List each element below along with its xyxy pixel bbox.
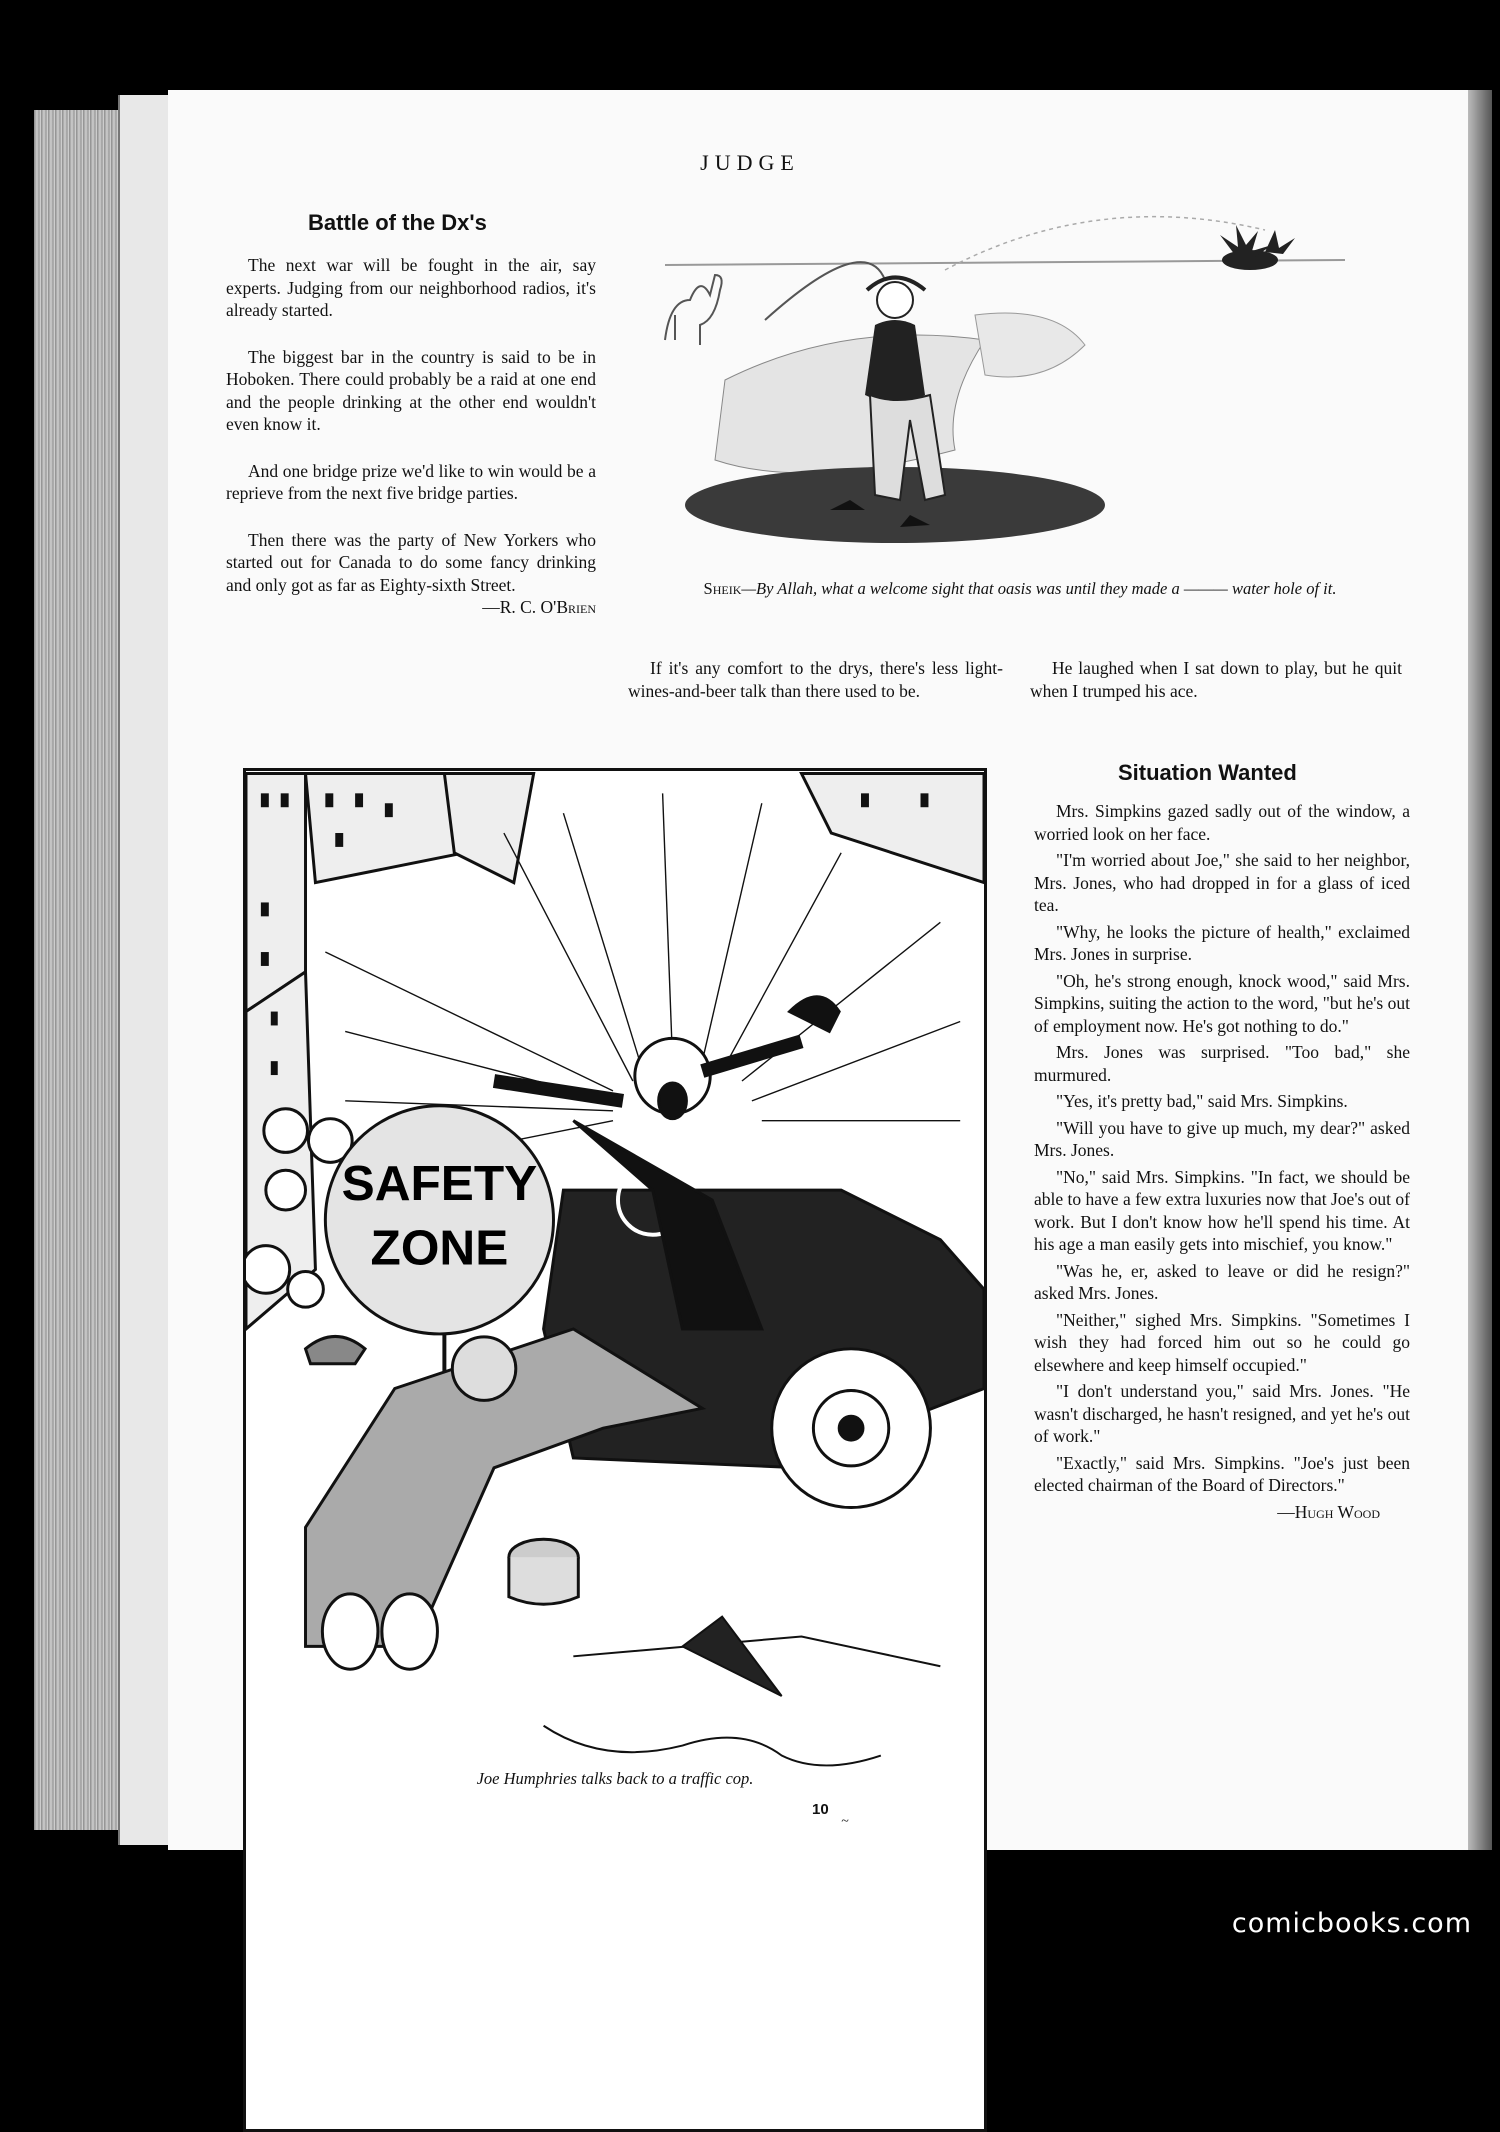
paragraph: "Was he, er, asked to leave or did he resign?" asked Mrs. Jones. [1034,1260,1410,1303]
masthead: JUDGE [700,150,800,175]
paragraph: Then there was the party of New Yorkers who started out for Canada to do some fancy drinking and only got as far as Eighty-sixth Street. [226,529,596,595]
paragraph: "Oh, he's strong enough, knock wood," said Mrs. Simpkins, suiting the action to the word, "but he's out of employment now. He's got nothing to do." [1034,970,1410,1036]
sign-line2: ZONE [370,1219,509,1276]
paragraph: "No," said Mrs. Simpkins. "In fact, we should be able to have a few extra luxuries now that Joe's out of work. But I don't know how he'll spend his time. At his age a man easily gets into mischief, you know." [1034,1166,1410,1254]
caption-speaker: Sheik [703,579,742,598]
sheik-caption [655,578,1385,600]
signature-obrien: —R. C. O'Brien [482,597,596,617]
caption-text: —By Allah, what a welcome sight that oasis was until they made a ——— water hole of it. [741,579,1337,598]
paragraph: The next war will be fought in the air, say experts. Judging from our neighborhood radios, it's already started. [226,255,596,320]
paragraph: "Exactly," said Mrs. Simpkins. "Joe's just been elected chairman of the Board of Directors." [1034,1452,1410,1495]
page-right-edge [1468,90,1492,1850]
paragraph: "Will you have to give up much, my dear?" asked Mrs. Jones. [1034,1117,1410,1160]
signature-wood: —Hugh Wood [1277,1501,1380,1522]
paragraph: "Neither," sighed Mrs. Simpkins. "Sometimes I wish they had forced him out so he could go elsewhere and keep himself occupied." [1034,1309,1410,1375]
right-column [1034,800,1410,1523]
paragraph: "I'm worried about Joe," she said to her neighbor, Mrs. Jones, who had dropped in for a glass of iced tea. [1034,850,1410,915]
paragraph: The biggest bar in the country is said to be in Hoboken. There could probably be a raid at one end and the people drinking at the other end wouldn't even know it. [226,346,596,434]
left-column [226,254,596,619]
watermark: comicbooks.com [1231,1908,1472,1939]
main-cartoon-frame [243,768,987,2132]
headline-battle: Battle of the Dx's [308,210,487,235]
paragraph: And one bridge prize we'd like to win would be a reprieve from the next five bridge parties. [226,460,596,503]
page-number: 10 [812,1801,829,1818]
hat-icon [790,997,840,1032]
item-drys [628,657,1003,702]
traffic-cop-figure [306,1329,703,1669]
street-lines [544,1617,941,1766]
paragraph: Mrs. Jones was surprised. "Too bad," she murmured. [1034,1042,1410,1085]
item-trumped [1030,657,1402,702]
traffic-cop-caption: Joe Humphries talks back to a traffic cop. [476,1769,754,1788]
car [544,1165,984,1507]
headline-situation-wanted: Situation Wanted [1118,760,1297,785]
cop-cap-icon [306,1336,366,1363]
artist-signature-mark: ~ [841,1813,849,1829]
sheik-cartoon [645,210,1405,580]
paragraph: He laughed when I sat down to play, but he quit when I trumped his ace. [1030,658,1402,701]
paragraph: "Yes, it's pretty bad," said Mrs. Simpkins. [1056,1091,1348,1111]
oasis-palms-icon [1220,225,1295,270]
paragraph: If it's any comfort to the drys, there's less light-wines-and-beer talk than there used to be. [628,658,1003,701]
paragraph: Mrs. Simpkins gazed sadly out of the window, a worried look on her face. [1034,801,1410,844]
camel-icon [665,275,722,345]
sheik-illustration [645,210,1405,580]
paragraph: "Why, he looks the picture of health," exclaimed Mrs. Jones in surprise. [1034,921,1410,964]
cartoon-scene [246,771,984,2129]
paragraph: "I don't understand you," said Mrs. Jones. "He wasn't discharged, he hasn't resigned, and yet he's out of work." [1034,1381,1410,1446]
sign-line1: SAFETY [341,1155,538,1212]
